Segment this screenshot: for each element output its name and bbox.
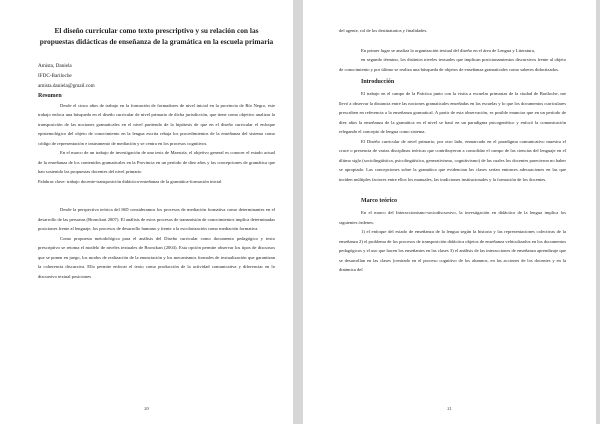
body-paragraph: en segundo término, los distintos niveles textuales que implican posicionamientos discursivos frente al objeto de conocimiento y por último se realiza una búsqueda de objetos de enseñanza gramaticales como saberes didactizados. [339,57,566,72]
body-paragraph: 1) el enfoque del estado de enseñanza de la lengua según la historia y las representaciones colectivas de la enseñanza 2) el problema de los procesos de transposición didáctica objetos de enseñanza vehiculizados en los documentos pedagógicos y el uso que hacen los enseñantes en las clases 3) el análisis de las interacciones de enseñanza aprendizaje que se desarrollan en las clases (centrado en el proceso cognitivo de los alumnos, en las acciones de los docentes y en la dinámica del [339,229,566,272]
page-left [0,0,293,424]
body-paragraph: Como propuesta metodológica para el análisis del Diseño curricular como documento pedagógico y texto prescriptivo se retoma el modelo de niveles textuales de Bronckart (2004). Esta opción permite observar los tipos de discursos que se ponen en juego, los modos de realización de la enunciación y los mecanismos formales de textualización que garantizan la coherencia discursiva. Ello permite enfocar el texto como producción de la actividad comunicativa y diferenciar en lo discursivo textual posiciones [38,235,275,279]
author-email: amista.daniela@gmail.com [38,83,95,90]
body-paragraph: En el marco del Interaccionismo-sociodiscursivo, la investigación en didáctica de la lengua implica los siguientes órdenes: [339,210,566,225]
page-number: 20 [144,406,149,411]
document-title: El diseño curricular como texto prescriptivo y su relación con las propuestas didácticas de enseñanza de la gramática en la escuela primaria [39,26,274,46]
body-paragraph: del agente, rol de los destinatarios y finalidades. [339,28,428,33]
keywords: Palabras clave: trabajo docente-transposición didáctica-enseñanza de la gramática-formación inicial [38,178,222,184]
introduccion-heading: Introducción [361,79,395,85]
abstract-paragraph: En el marco de un trabajo de investigación de una tesis de Maestría, el objetivo general es conocer el estado actual de la enseñanza de los contenidos gramaticales en la Provincia en un período de diez años y las concepciones de gramática que han sostenido las propuestas docentes del nivel primario [38,150,275,175]
abstract-paragraph: Desde el cinco años de trabajo en la formación de formadores de nivel inicial en la provincia de Río Negro, este trabajo enfoca una búsqueda en el diseño curricular de nivel primario de dicha jurisdicción, que tiene como objetivo analizar la transposición de las nociones gramaticales en el nivel partiendo de la hipótesis de que en el diseño curricular el enfoque epistemológico del objeto de conocimiento en la lengua escrita rebaja los procedimientos de la enseñanza del sistema como código de representación e instrumento de mediación y se centra en los procesos cognitivos. [38,102,275,146]
body-paragraph: El Diseño curricular de nivel primario, por otro lado, enmarcado en el paradigma comunicativo muestra el cruce o presencia de varias disciplinas teóricas que contribuyeron a consolidar el campo de las ciencias del lenguaje en el último siglo (sociolingüística, psicolingüística, generativismo, cognitivismo) de las cuales los docentes parecieron no haber se apropiado. Las concepciones sobre la gramática que evidencian las clases serían entonces adecuaciones en las que inciden múltiples factores entre ellos los manuales, las tradiciones institucionales y la formación de los docentes. [339,138,566,182]
author-institution: IFDC-Bariloche [38,73,72,80]
resumen-heading: Resumen [38,92,62,99]
page-number: 21 [447,406,452,411]
body-paragraph: En primer lugar se analiza la organización textual del diseño en el área de Lengua y Literatura, [361,47,536,53]
marco-teorico-heading: Marco teórico [361,198,398,204]
author-name: Amista, Daniela [38,63,72,69]
body-paragraph: El trabajo en el campo de la Práctica junto con la visita a escuelas primarias de la ciudad de Bariloche, me llevó a observar la distancia entre las nociones gramaticales enseñadas en las escuelas y lo que los documentos curriculares prescriben en referencia a la enseñanza gramatical. A partir de esta observación, es posible enunciar que en un período de diez años la enseñanza de la gramática en el nivel se basó en un paradigma psicogenético y enfocó la comunicación relegando el concepto de lengua como sistema. [339,91,566,134]
body-paragraph: Desde la perspectiva teórica del ISD consideramos los procesos de mediación formativa como determinantes en el desarrollo de las personas (Bronckart 2007). El análisis de estos procesos de transmisión de conocimientos implica determinadas posiciones frente al lenguaje, los procesos de desarrollo humano y frente a la escolarización como mediación formativa. [38,207,275,232]
page-right [303,0,596,424]
